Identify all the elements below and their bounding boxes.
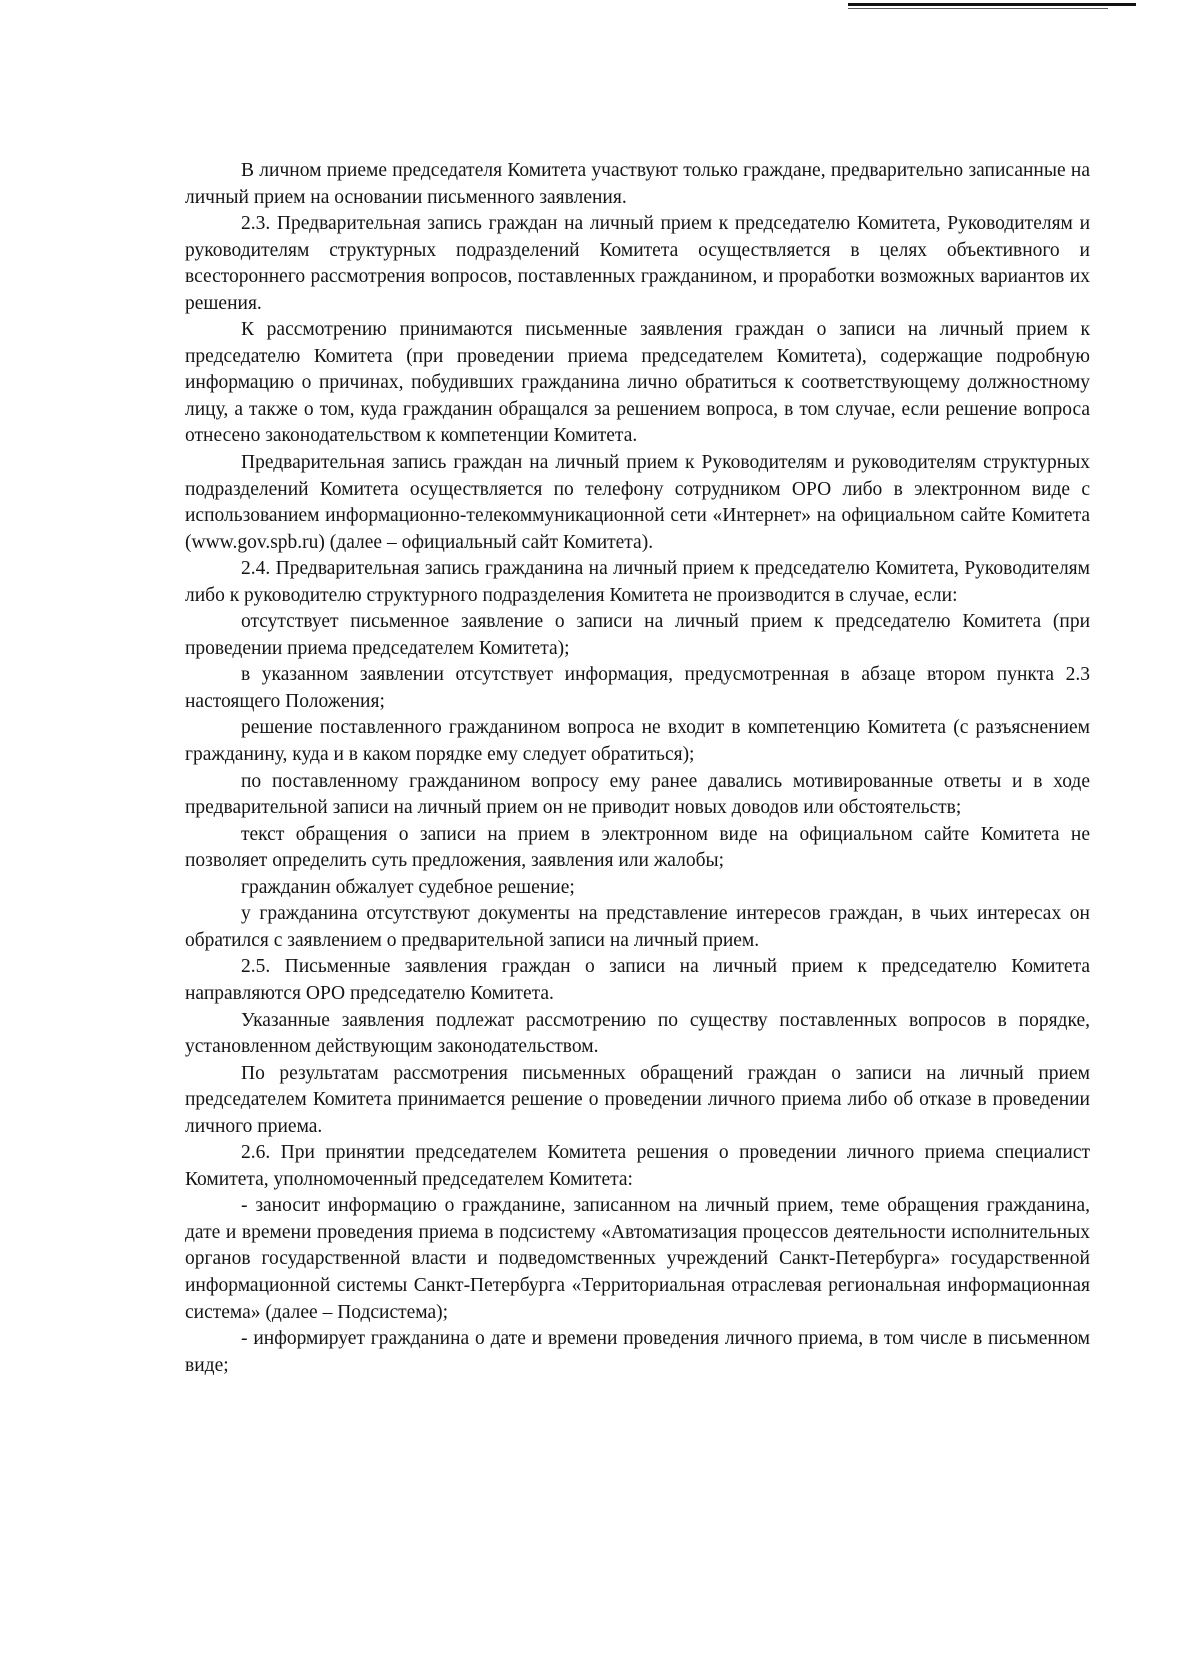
paragraph: решение поставленного гражданином вопроса не входит в компетенцию Комитета (с разъяснением гражданину, куда и в каком порядке ему следует обратиться);: [185, 717, 1090, 766]
paragraph: - заносит информацию о гражданине, записанном на личный прием, теме обращения гражданина, дате и времени проведения приема в подсистему «Автоматизация процессов деятельности исполнительных органов государственной власти и подведомственных учреждений Санкт-Петербурга» государственной информационной системы Санкт-Петербурга «Территориальная отраслевая региональная информационная система» (далее – Подсистема);: [185, 1195, 1090, 1323]
paragraph: 2.3. Предварительная запись граждан на личный прием к председателю Комитета, Руководителям и руководителям структурных подразделений Комитета осуществляется в целях объективного и всестороннего рассмотрения вопросов, поставленных гражданином, и проработки возможных вариантов их решения.: [185, 213, 1090, 314]
paragraph: Предварительная запись граждан на личный прием к Руководителям и руководителям структурных подразделений Комитета осуществляется по телефону сотрудником ОРО либо в электронном виде с использованием информационно-телекоммуникационной сети «Интернет» на официальном сайте Комитета (www.gov.spb.ru) (далее – официальный сайт Комитета).: [185, 452, 1090, 553]
paragraph: Указанные заявления подлежат рассмотрению по существу поставленных вопросов в порядке, установленном действующим законодательством.: [185, 1009, 1090, 1058]
paragraph: по поставленному гражданином вопросу ему ранее давались мотивированные ответы и в ходе предварительной записи на личный прием он не приводит новых доводов или обстоятельств;: [185, 770, 1090, 819]
scan-edge-rule-thin: [848, 8, 1108, 9]
document-body: [185, 158, 1090, 1379]
paragraph: К рассмотрению принимаются письменные заявления граждан о записи на личный прием к председателю Комитета (при проведении приема председателем Комитета), содержащие подробную информацию о причинах, побудивших гражданина лично обратиться к соответствующему должностному лицу, а также о том, куда гражданин обращался за решением вопроса, в том случае, если решение вопроса отнесено законодательством к компетенции Комитета.: [185, 319, 1090, 447]
paragraph: 2.5. Письменные заявления граждан о записи на личный прием к председателю Комитета направляются ОРО председателю Комитета.: [185, 956, 1090, 1004]
paragraph: 2.6. При принятии председателем Комитета решения о проведении личного приема специалист Комитета, уполномоченный председателем Комитета:: [185, 1142, 1090, 1190]
paragraph: 2.4. Предварительная запись гражданина на личный прием к председателю Комитета, Руководителям либо к руководителю структурного подразделения Комитета не производится в случае, если:: [185, 558, 1090, 606]
paragraph: в указанном заявлении отсутствует информация, предусмотренная в абзаце втором пункта 2.3 настоящего Положения;: [185, 664, 1090, 712]
scan-edge-rule: [848, 3, 1136, 6]
paragraph: По результатам рассмотрения письменных обращений граждан о записи на личный прием председателем Комитета принимается решение о проведении личного приема либо об отказе в проведении личного приема.: [185, 1062, 1090, 1137]
paragraph: у гражданина отсутствуют документы на представление интересов граждан, в чьих интересах он обратился с заявлением о предварительной записи на личный прием.: [185, 903, 1090, 951]
paragraph: В личном приеме председателя Комитета участвуют только граждане, предварительно записанные на личный прием на основании письменного заявления.: [185, 160, 1090, 208]
paragraph: отсутствует письменное заявление о записи на личный прием к председателю Комитета (при проведении приема председателем Комитета);: [185, 611, 1090, 659]
paragraph: текст обращения о записи на прием в электронном виде на официальном сайте Комитета не позволяет определить суть предложения, заявления или жалобы;: [185, 823, 1090, 872]
paragraph: гражданин обжалует судебное решение;: [241, 876, 575, 898]
paragraph: - информирует гражданина о дате и времени проведения личного приема, в том числе в письменном виде;: [185, 1328, 1090, 1376]
